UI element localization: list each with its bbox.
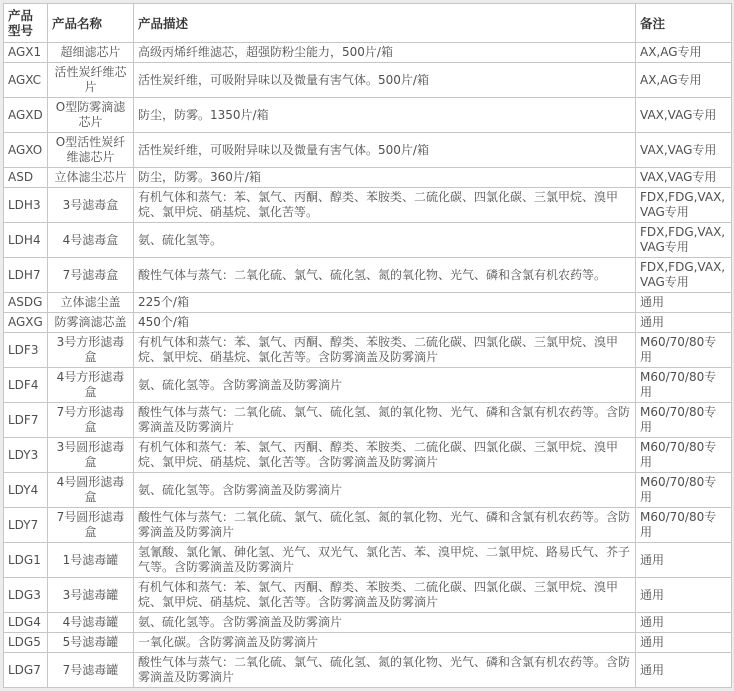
note-cell: 通用 <box>636 313 732 333</box>
desc-cell: 活性炭纤维，可吸附异味以及微量有害气体。500片/箱 <box>134 133 636 168</box>
model-cell: AGXO <box>4 133 48 168</box>
table-row <box>4 313 732 333</box>
name-cell: O型活性炭纤维滤芯片 <box>48 133 134 168</box>
name-cell: 立体滤尘芯片 <box>48 168 134 188</box>
desc-cell: 防尘，防雾。360片/箱 <box>134 168 636 188</box>
table-row <box>4 578 732 613</box>
table-row <box>4 473 732 508</box>
table-row <box>4 293 732 313</box>
note-cell: 通用 <box>636 578 732 613</box>
table-row <box>4 133 732 168</box>
table-row <box>4 368 732 403</box>
name-cell: 4号圆形滤毒盒 <box>48 473 134 508</box>
note-cell: M60/70/80专用 <box>636 438 732 473</box>
note-cell: M60/70/80专用 <box>636 473 732 508</box>
desc-cell: 氨、硫化氢等。 <box>134 223 636 258</box>
table-row <box>4 613 732 633</box>
note-cell: 通用 <box>636 653 732 688</box>
model-cell: ASD <box>4 168 48 188</box>
desc-cell: 防尘，防雾。1350片/箱 <box>134 98 636 133</box>
model-cell: ASDG <box>4 293 48 313</box>
table-row <box>4 43 732 63</box>
desc-cell: 有机气体和蒸气：苯、氯气、丙酮、醇类、苯胺类、二硫化碳、四氯化碳、三氯甲烷、溴甲烷、氯甲烷、硝基烷、氯化苦等。含防雾滴盖及防雾滴片 <box>134 578 636 613</box>
desc-cell: 有机气体和蒸气：苯、氯气、丙酮、醇类、苯胺类、二硫化碳、四氯化碳、三氯甲烷、溴甲烷、氯甲烷、硝基烷、氯化苦等。含防雾滴盖及防雾滴片 <box>134 333 636 368</box>
name-cell: 4号方形滤毒盒 <box>48 368 134 403</box>
model-cell: LDG3 <box>4 578 48 613</box>
table-row <box>4 438 732 473</box>
table-row <box>4 223 732 258</box>
header-cell-note: 备注 <box>636 4 732 43</box>
model-cell: AGX1 <box>4 43 48 63</box>
table-row <box>4 258 732 293</box>
model-cell: AGXD <box>4 98 48 133</box>
note-cell: M60/70/80专用 <box>636 333 732 368</box>
name-cell: 7号滤毒盒 <box>48 258 134 293</box>
name-cell: 7号圆形滤毒盒 <box>48 508 134 543</box>
model-cell: AGXC <box>4 63 48 98</box>
desc-cell: 活性炭纤维，可吸附异味以及微量有害气体。500片/箱 <box>134 63 636 98</box>
name-cell: 7号滤毒罐 <box>48 653 134 688</box>
note-cell: FDX,FDG,VAX,VAG专用 <box>636 223 732 258</box>
name-cell: 3号滤毒罐 <box>48 578 134 613</box>
model-cell: LDH7 <box>4 258 48 293</box>
note-cell: FDX,FDG,VAX,VAG专用 <box>636 258 732 293</box>
table-row <box>4 98 732 133</box>
name-cell: 立体滤尘盖 <box>48 293 134 313</box>
table-body <box>4 43 732 688</box>
model-cell: LDG1 <box>4 543 48 578</box>
desc-cell: 氢氰酸、氯化氰、砷化氢、光气、双光气、氯化苦、苯、溴甲烷、二氯甲烷、路易氏气、芥子气等。含防雾滴盖及防雾滴片 <box>134 543 636 578</box>
note-cell: M60/70/80专用 <box>636 403 732 438</box>
table-row <box>4 403 732 438</box>
note-cell: 通用 <box>636 613 732 633</box>
header-cell-description: 产品描述 <box>134 4 636 43</box>
note-cell: M60/70/80专用 <box>636 508 732 543</box>
desc-cell: 酸性气体与蒸气：二氧化硫、氯气、硫化氢、氮的氧化物、光气、磷和含氯有机农药等。含防雾滴盖及防雾滴片 <box>134 508 636 543</box>
table-row <box>4 633 732 653</box>
name-cell: O型防雾滴滤芯片 <box>48 98 134 133</box>
note-cell: 通用 <box>636 633 732 653</box>
desc-cell: 一氧化碳。含防雾滴盖及防雾滴片 <box>134 633 636 653</box>
name-cell: 活性炭纤维芯片 <box>48 63 134 98</box>
model-cell: LDF3 <box>4 333 48 368</box>
desc-cell: 有机气体和蒸气：苯、氯气、丙酮、醇类、苯胺类、二硫化碳、四氯化碳、三氯甲烷、溴甲烷、氯甲烷、硝基烷、氯化苦等。含防雾滴盖及防雾滴片 <box>134 438 636 473</box>
name-cell: 4号滤毒盒 <box>48 223 134 258</box>
model-cell: LDF4 <box>4 368 48 403</box>
model-cell: LDG5 <box>4 633 48 653</box>
note-cell: VAX,VAG专用 <box>636 98 732 133</box>
name-cell: 7号方形滤毒盒 <box>48 403 134 438</box>
header-cell-model: 产品型号 <box>4 4 48 43</box>
desc-cell: 酸性气体与蒸气：二氧化硫、氯气、硫化氢、氮的氧化物、光气、磷和含氯有机农药等。含防雾滴盖及防雾滴片 <box>134 403 636 438</box>
note-cell: 通用 <box>636 293 732 313</box>
table-row <box>4 508 732 543</box>
model-cell: AGXG <box>4 313 48 333</box>
name-cell: 防雾滴滤芯盖 <box>48 313 134 333</box>
model-cell: LDY3 <box>4 438 48 473</box>
table-row <box>4 188 732 223</box>
table-row <box>4 168 732 188</box>
model-cell: LDH4 <box>4 223 48 258</box>
desc-cell: 氨、硫化氢等。含防雾滴盖及防雾滴片 <box>134 368 636 403</box>
model-cell: LDG4 <box>4 613 48 633</box>
name-cell: 1号滤毒罐 <box>48 543 134 578</box>
note-cell: VAX,VAG专用 <box>636 168 732 188</box>
desc-cell: 450个/箱 <box>134 313 636 333</box>
note-cell: FDX,FDG,VAX,VAG专用 <box>636 188 732 223</box>
table-row <box>4 63 732 98</box>
header-row <box>4 4 732 43</box>
desc-cell: 氨、硫化氢等。含防雾滴盖及防雾滴片 <box>134 473 636 508</box>
desc-cell: 225个/箱 <box>134 293 636 313</box>
name-cell: 3号滤毒盒 <box>48 188 134 223</box>
table-row <box>4 543 732 578</box>
desc-cell: 酸性气体与蒸气：二氧化硫、氯气、硫化氢、氮的氧化物、光气、磷和含氯有机农药等。 <box>134 258 636 293</box>
name-cell: 3号方形滤毒盒 <box>48 333 134 368</box>
model-cell: LDY7 <box>4 508 48 543</box>
model-cell: LDF7 <box>4 403 48 438</box>
desc-cell: 有机气体和蒸气：苯、氯气、丙酮、醇类、苯胺类、二硫化碳、四氯化碳、三氯甲烷、溴甲烷、氯甲烷、硝基烷、氯化苦等。 <box>134 188 636 223</box>
product-table <box>3 3 732 688</box>
note-cell: VAX,VAG专用 <box>636 133 732 168</box>
name-cell: 4号滤毒罐 <box>48 613 134 633</box>
model-cell: LDY4 <box>4 473 48 508</box>
header-cell-name: 产品名称 <box>48 4 134 43</box>
model-cell: LDH3 <box>4 188 48 223</box>
table-row <box>4 333 732 368</box>
desc-cell: 高级丙烯纤维滤芯，超强防粉尘能力，500片/箱 <box>134 43 636 63</box>
note-cell: AX,AG专用 <box>636 63 732 98</box>
name-cell: 超细滤芯片 <box>48 43 134 63</box>
note-cell: AX,AG专用 <box>636 43 732 63</box>
model-cell: LDG7 <box>4 653 48 688</box>
desc-cell: 酸性气体与蒸气：二氧化硫、氯气、硫化氢、氮的氧化物、光气、磷和含氯有机农药等。含防雾滴盖及防雾滴片 <box>134 653 636 688</box>
name-cell: 3号圆形滤毒盒 <box>48 438 134 473</box>
desc-cell: 氨、硫化氢等。含防雾滴盖及防雾滴片 <box>134 613 636 633</box>
note-cell: 通用 <box>636 543 732 578</box>
note-cell: M60/70/80专用 <box>636 368 732 403</box>
name-cell: 5号滤毒罐 <box>48 633 134 653</box>
table-row <box>4 653 732 688</box>
